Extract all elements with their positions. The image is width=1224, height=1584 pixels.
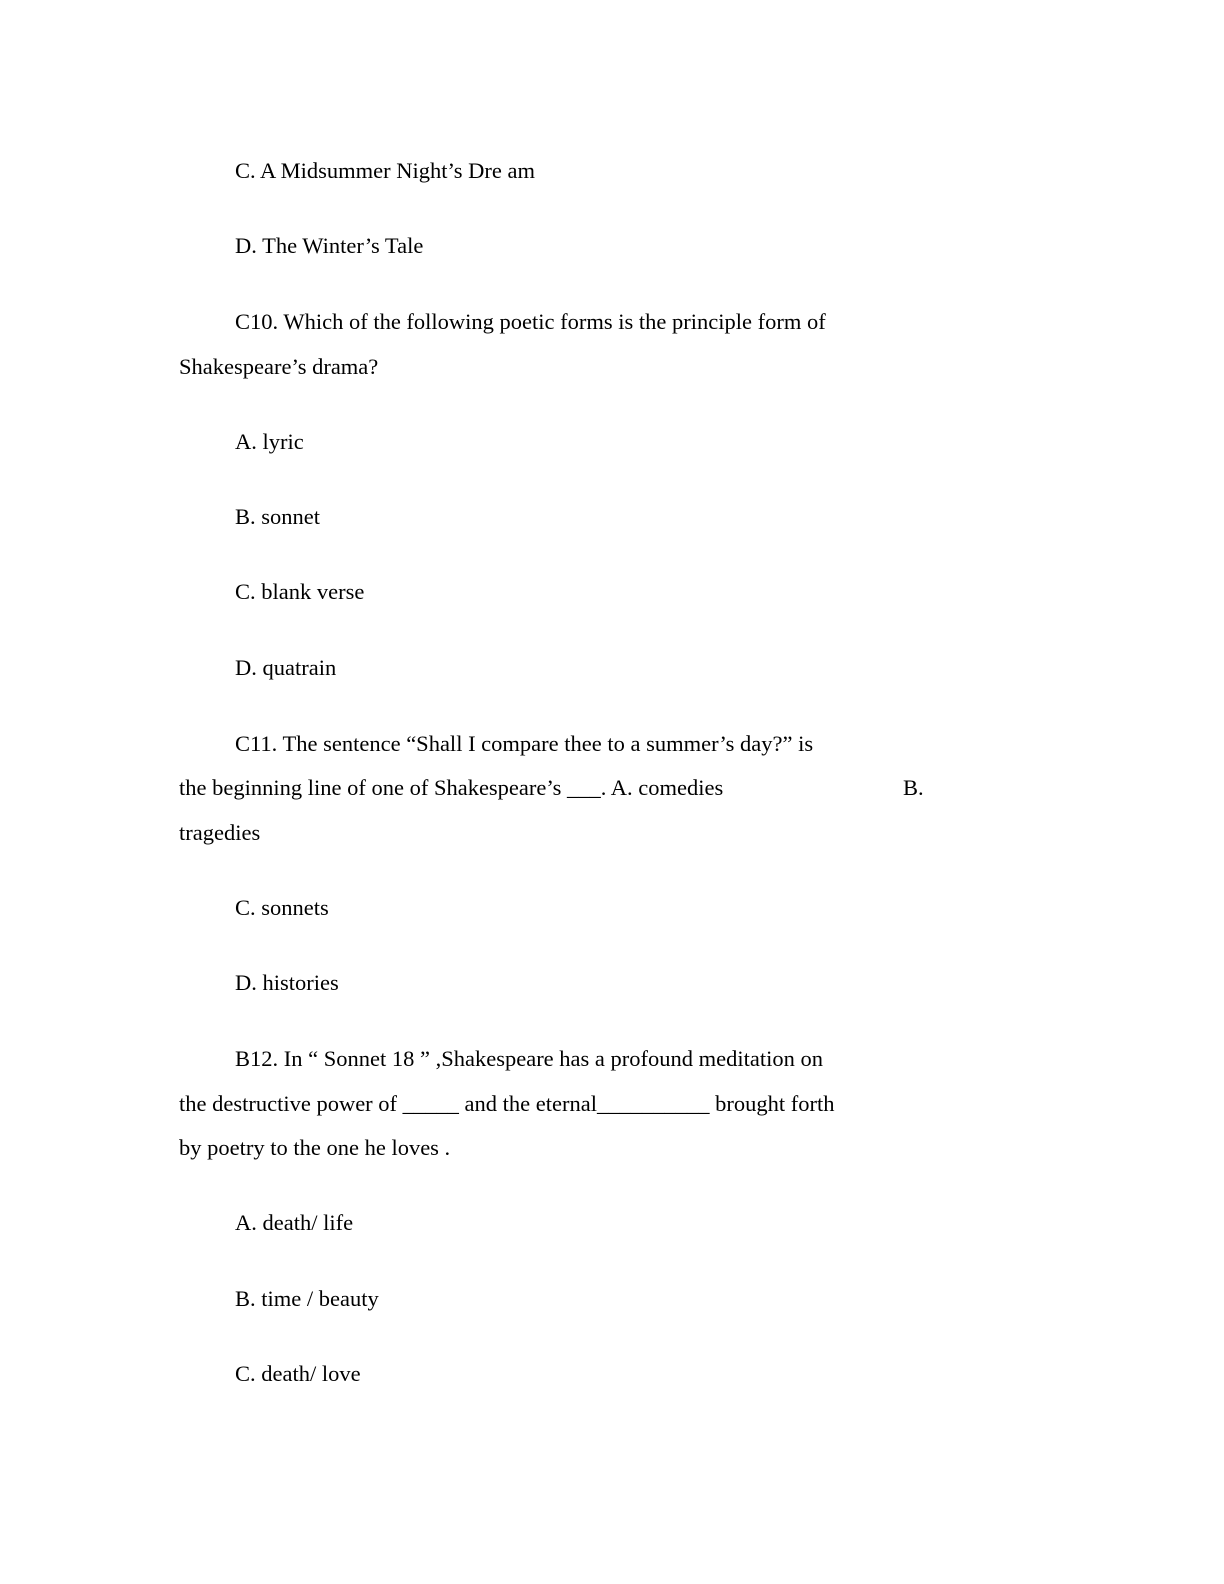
q12-option-c: C. death/ love xyxy=(235,1361,361,1386)
q11-option-b-label: B. xyxy=(903,775,924,800)
q9-option-c: C. A Midsummer Night’s Dre am xyxy=(235,158,535,183)
q11-stem-line3: tragedies xyxy=(179,820,261,845)
q12-stem-line2: the destructive power of _____ and the eternal__________ brought forth xyxy=(179,1091,835,1116)
q11-stem-line1: C11. The sentence “Shall I compare thee to a summer’s day?” is xyxy=(235,731,814,756)
q12-stem-line3: by poetry to the one he loves . xyxy=(179,1135,451,1160)
q12-option-b: B. time / beauty xyxy=(235,1286,379,1311)
q10-option-c: C. blank verse xyxy=(235,579,365,604)
q10-option-b: B. sonnet xyxy=(235,504,321,529)
q11-option-c: C. sonnets xyxy=(235,895,329,920)
q11-option-d: D. histories xyxy=(235,970,339,995)
q10-option-d: D. quatrain xyxy=(235,655,337,680)
q10-stem-line1: C10. Which of the following poetic forms is the principle form of xyxy=(235,309,826,334)
q12-option-a: A. death/ life xyxy=(235,1210,354,1235)
q11-stem-line2: the beginning line of one of Shakespeare’s ___. A. comedies xyxy=(179,775,724,800)
q10-stem-line2: Shakespeare’s drama? xyxy=(179,354,379,379)
q10-option-a: A. lyric xyxy=(235,429,304,454)
q9-option-d: D. The Winter’s Tale xyxy=(235,233,424,258)
q12-stem-line1: B12. In “ Sonnet 18 ” ,Shakespeare has a profound meditation on xyxy=(235,1046,823,1071)
